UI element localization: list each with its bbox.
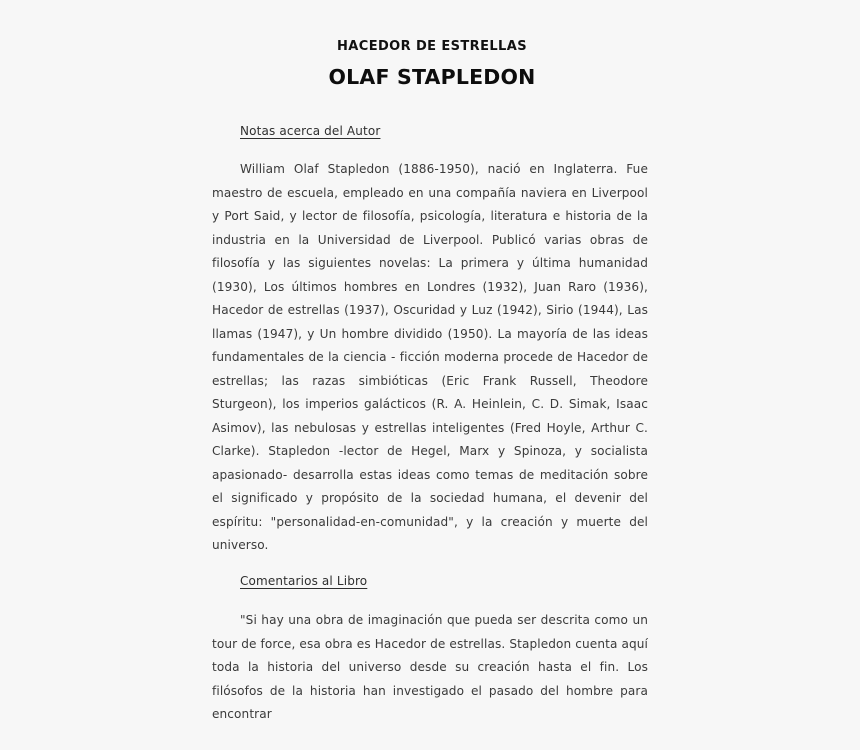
section-heading-comentarios-container	[212, 570, 367, 589]
document-supertitle: HACEDOR DE ESTRELLAS	[337, 39, 527, 54]
section-heading-comentarios: Comentarios al Libro	[240, 574, 368, 588]
section-heading-notas: Notas acerca del Autor	[240, 124, 381, 138]
section-paragraph-comentarios: "Si hay una obra de imaginación que pueda ser descrita como un tour de force, esa obra es Hacedor de estrellas. Stapledon cuenta aquí toda la historia del universo desde su creación hasta el fin. Los filósofos de la historia han investigado el pasado del hombre para encontrar	[212, 613, 648, 721]
section-paragraph-notas: William Olaf Stapledon (1886-1950), nació en Inglaterra. Fue maestro de escuela, empleado en una compañía naviera en Liverpool y Port Said, y lector de filosofía, psicología, literatura e historia de la industria en la Universidad de Liverpool. Publicó varias obras de filosofía y las siguientes novelas: La primera y última humanidad (1930), Los últimos hombres en Londres (1932), Juan Raro (1936), Hacedor de estrellas (1937), Oscuridad y Luz (1942), Sirio (1944), Las llamas (1947), y Un hombre dividido (1950). La mayoría de las ideas fundamentales de la ciencia - ficción moderna procede de Hacedor de estrellas; las razas simbióticas (Eric Frank Russell, Theodore Sturgeon), los imperios galácticos (R. A. Heinlein, C. D. Simak, Isaac Asimov), las nebulosas y estrellas inteligentes (Fred Hoyle, Arthur C. Clarke). Stapledon -lector de Hegel, Marx y Spinoza, y socialista apasionado- desarrolla estas ideas como temas de meditación sobre el significado y propósito de la sociedad humana, el devenir del espíritu: "personalidad-en-comunidad", y la creación y muerte del universo.	[212, 162, 648, 552]
document-title-block	[0, 0, 860, 90]
section-heading-notas-container	[212, 120, 380, 139]
document-main-title: OLAF STAPLEDON	[328, 65, 536, 89]
